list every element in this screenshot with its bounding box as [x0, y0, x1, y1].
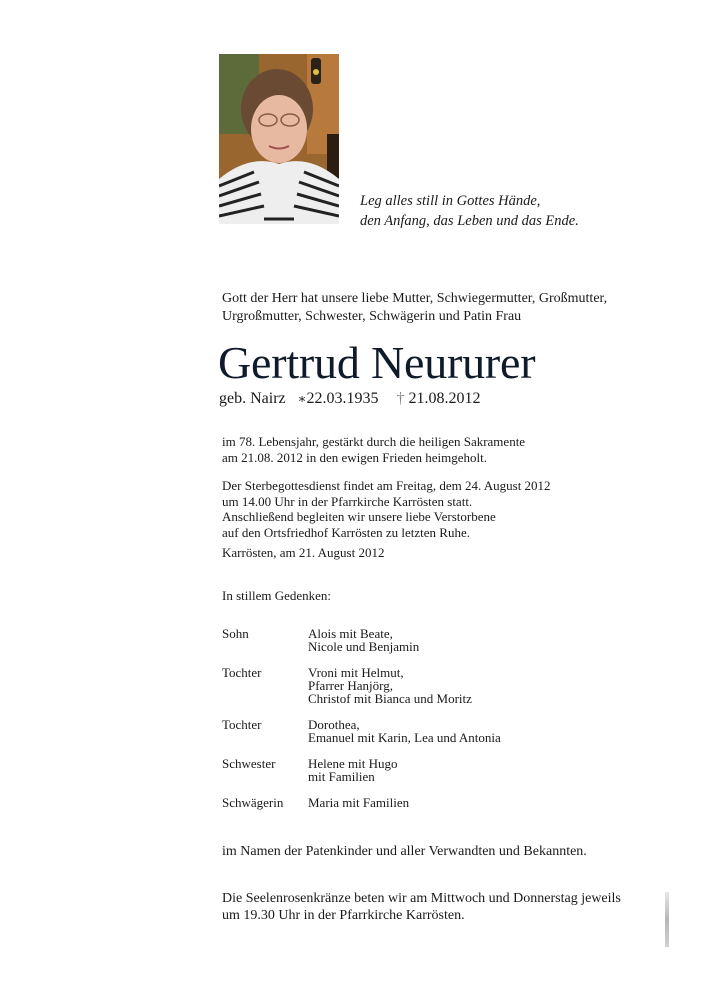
intro-text: [222, 290, 607, 326]
birth-date: 22.03.1935: [306, 390, 379, 407]
mourner-names: Christof mit Bianca und Moritz: [308, 691, 472, 706]
motto-line: Leg alles still in Gottes Hände,: [360, 193, 541, 209]
motto-line: den Anfang, das Leben und das Ende.: [360, 213, 579, 229]
mourner-row: [222, 627, 501, 653]
text-line: auf den Ortsfriedhof Karrösten zu letzten Ruhe.: [222, 524, 470, 540]
life-dates: [219, 389, 480, 409]
text-line: Anschließend begleiten wir unsere liebe Verstorbene: [222, 509, 496, 524]
relation: Schwägerin: [222, 795, 284, 810]
funeral-paragraph: [222, 478, 551, 540]
mourner-names: Maria mit Familien: [308, 795, 410, 810]
birth-star-icon: ∗: [297, 391, 307, 406]
closing-line: im Namen der Patenkinder und aller Verwandten und Bekannten.: [222, 844, 587, 859]
relation: Sohn: [222, 626, 249, 641]
cross-icon: †: [396, 390, 405, 407]
text-line: Der Sterbegottesdienst findet am Freitag, dem 24. August 2012: [222, 478, 551, 493]
maiden-name: geb. Nairz: [219, 390, 286, 407]
death-notice-paragraph: [222, 434, 525, 465]
mourner-names: Helene mit Hugo: [308, 756, 398, 771]
mourners-list: [222, 627, 501, 822]
mourner-row: [222, 796, 501, 809]
mourner-names: Nicole und Benjamin: [308, 639, 420, 654]
intro-line: Gott der Herr hat unsere liebe Mutter, Schwiegermutter, Großmutter,: [222, 291, 608, 306]
portrait-image: [219, 54, 339, 224]
text-line: um 14.00 Uhr in der Pfarrkirche Karrösten statt.: [222, 493, 473, 509]
text-line: Die Seelenrosenkränze beten wir am Mittwoch und Donnerstag jeweils: [222, 891, 621, 906]
death-date: 21.08.2012: [408, 390, 481, 407]
mourner-row: [222, 757, 501, 783]
relation: Schwester: [222, 756, 276, 771]
mourner-names: Alois mit Beate,: [308, 626, 393, 641]
mourner-names: mit Familien: [308, 769, 375, 784]
place-date: Karrösten, am 21. August 2012: [222, 545, 385, 560]
mourner-names: Vroni mit Helmut,: [308, 665, 404, 680]
mourner-row: [222, 718, 501, 744]
motto-quote: [360, 191, 579, 231]
deceased-name: Gertrud Neururer: [218, 337, 536, 388]
relation: Tochter: [222, 665, 262, 680]
mourner-names: Pfarrer Hanjörg,: [308, 678, 393, 693]
mourner-row: [222, 666, 501, 705]
text-line: um 19.30 Uhr in der Pfarrkirche Karrösten.: [222, 908, 465, 923]
relation: Tochter: [222, 717, 262, 732]
mourner-names: Emanuel mit Karin, Lea und Antonia: [308, 730, 501, 745]
mourning-header: In stillem Gedenken:: [222, 588, 332, 603]
portrait-photo: [219, 54, 339, 224]
rosary-notice: [222, 890, 621, 924]
intro-line: Urgroßmutter, Schwester, Schwägerin und Patin Frau: [222, 309, 522, 324]
text-line: am 21.08. 2012 in den ewigen Frieden heimgeholt.: [222, 449, 488, 465]
mourner-names: Dorothea,: [308, 717, 360, 732]
printer-imprint-mark: [665, 892, 669, 947]
text-line: im 78. Lebensjahr, gestärkt durch die heiligen Sakramente: [222, 434, 526, 449]
